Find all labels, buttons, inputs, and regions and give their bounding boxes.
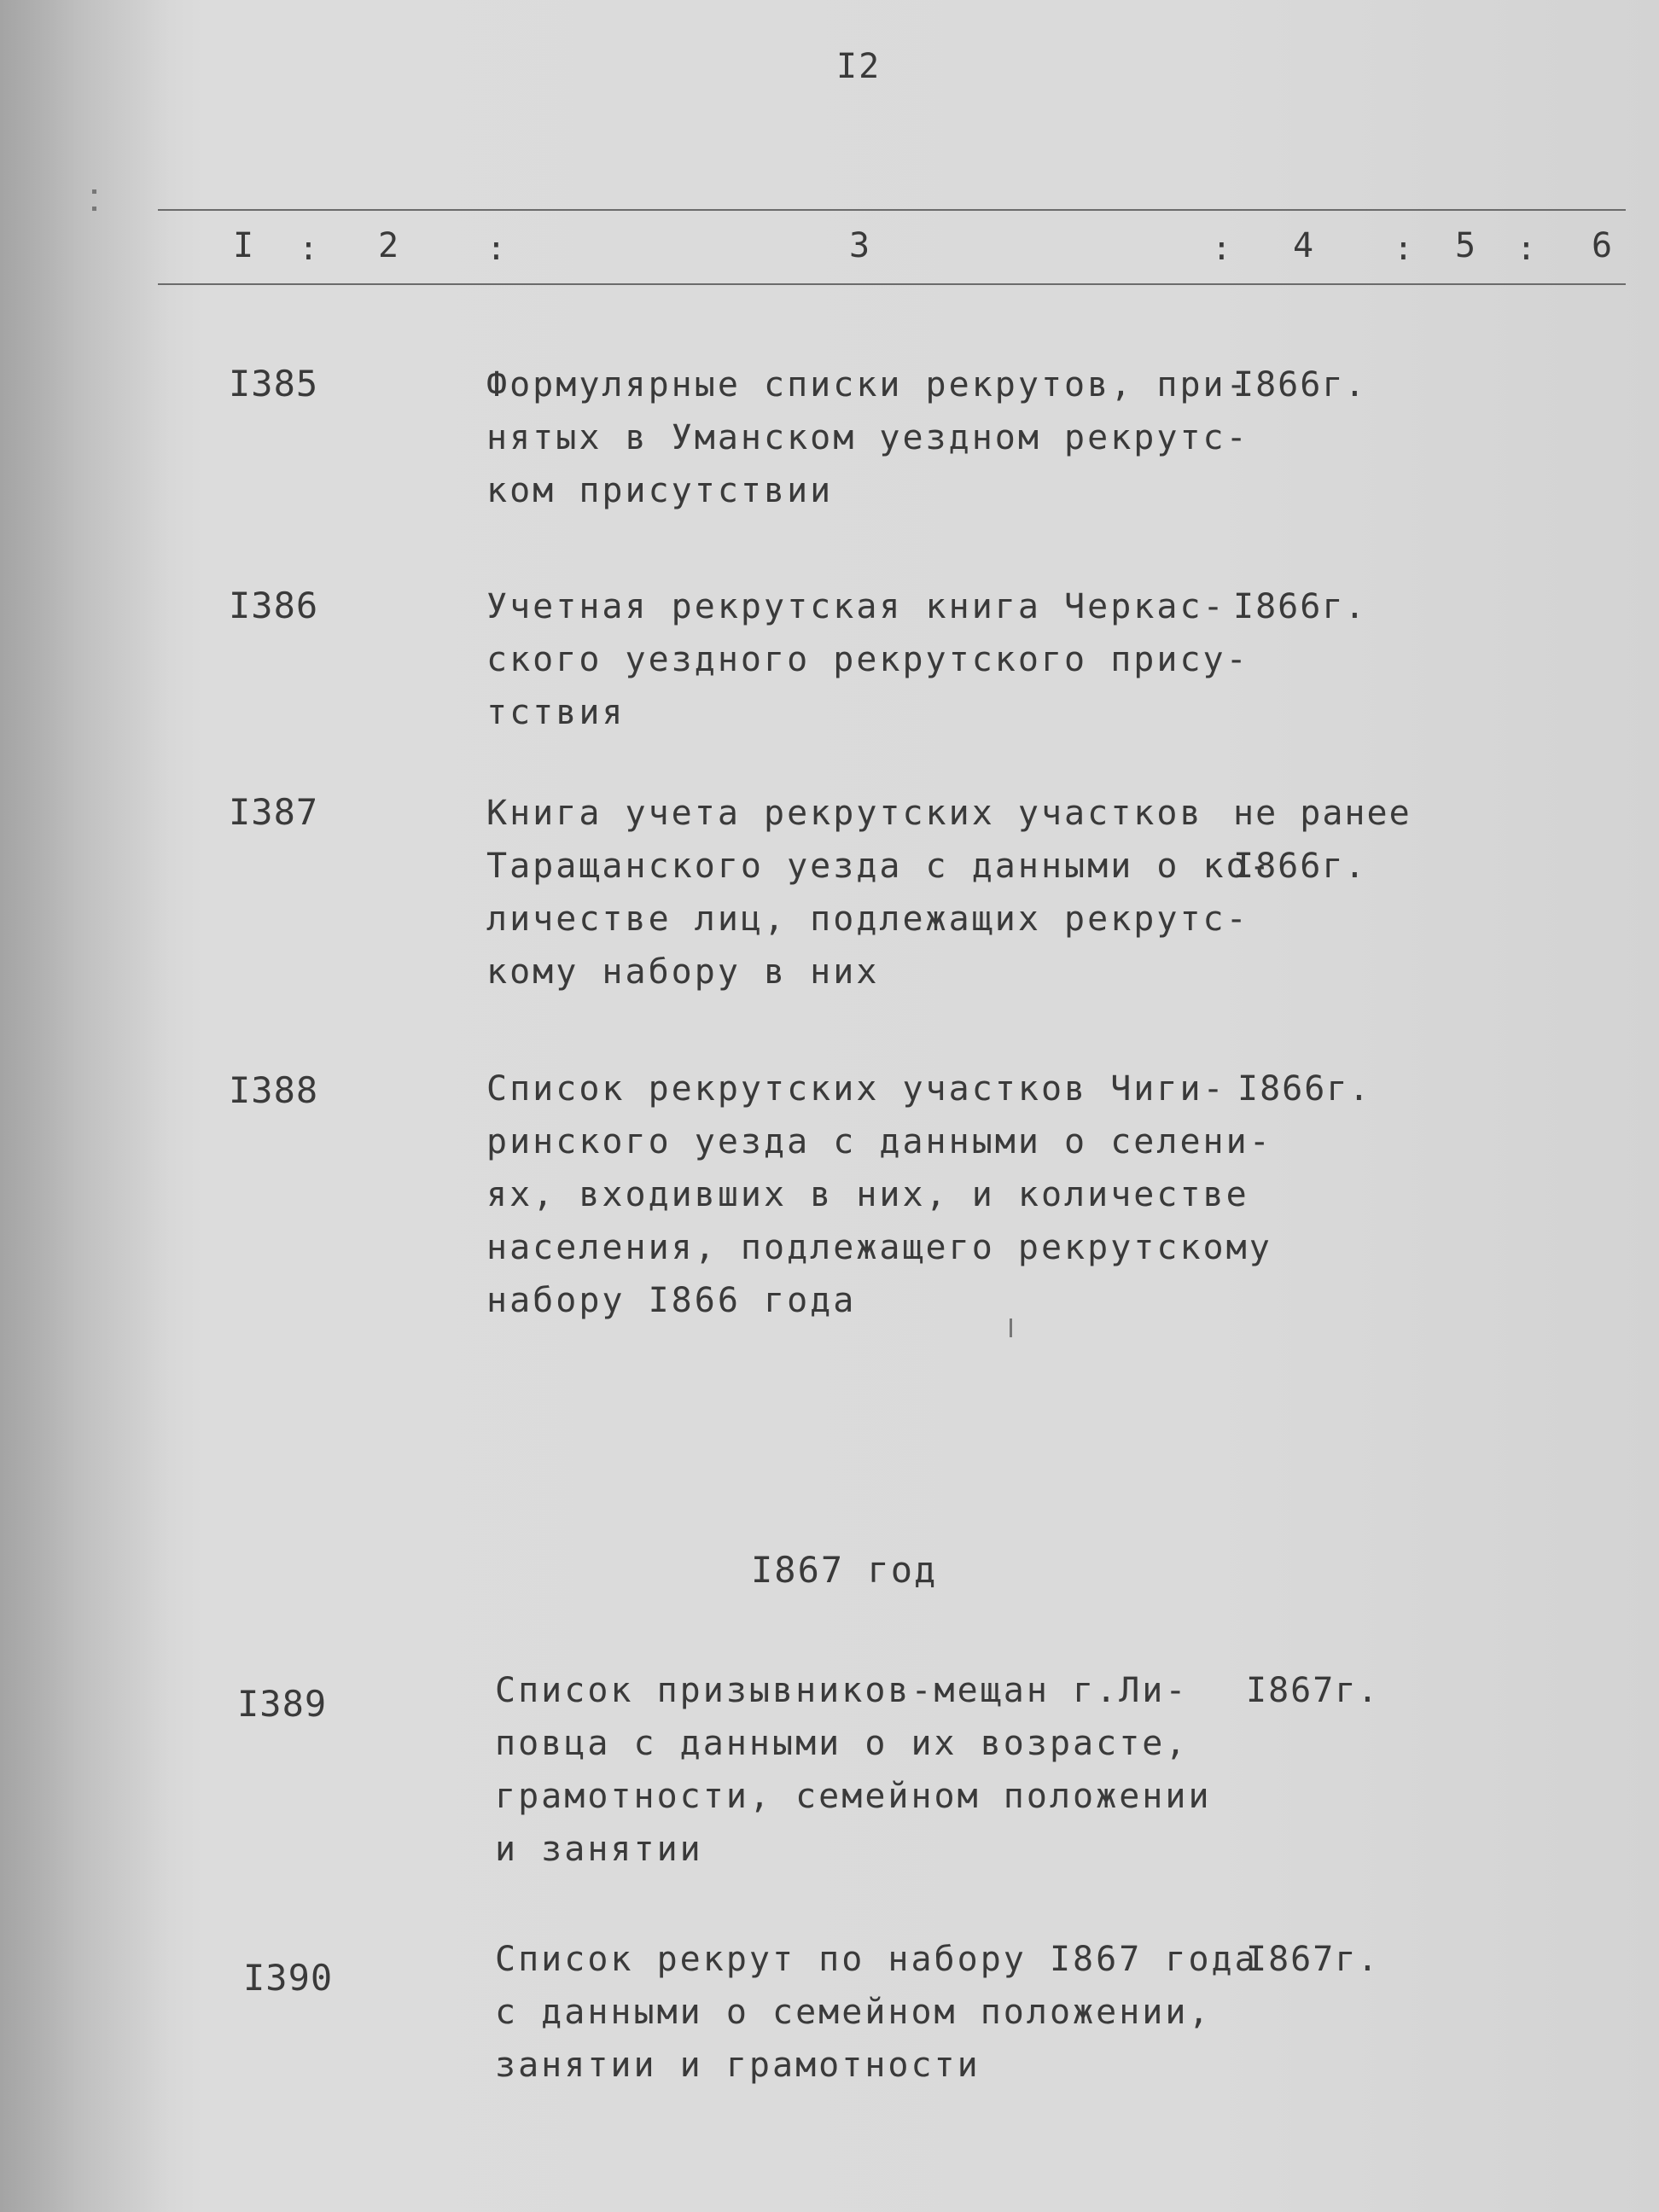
header-separator: :	[299, 230, 318, 267]
header-col-1: I	[233, 226, 254, 265]
margin-mark	[92, 207, 96, 211]
header-col-3: 3	[849, 226, 870, 265]
entry-number: I388	[229, 1069, 319, 1111]
header-col-4: 4	[1293, 226, 1314, 265]
entry-number: I385	[229, 363, 319, 405]
entry-title: Список рекрутских участков Чиги- ринского уезда с данными о селени- ях, входивших в них, и количестве населения, подлежащего рекрутскому набору I866 года	[486, 1069, 1272, 1320]
header-col-5: 5	[1455, 226, 1476, 265]
entry-title: Книга учета рекрутских участков Таращанского уезда с данными о ко- личестве лиц, подлежащих рекрутс- кому набору в них	[486, 794, 1272, 992]
table-header-row	[158, 209, 1626, 285]
binding-shadow	[0, 0, 171, 2212]
header-separator: :	[1394, 230, 1413, 267]
header-col-2: 2	[378, 226, 399, 265]
entry-number: I390	[243, 1957, 334, 1999]
entry-number: I389	[237, 1683, 328, 1725]
header-separator: :	[1516, 230, 1536, 267]
entry-title: Учетная рекрутская книга Черкас- ского уездного рекрутского прису- тствия	[486, 587, 1249, 732]
entry-date: I866г.	[1233, 587, 1367, 626]
entry-date: не ранее I866г.	[1233, 794, 1412, 886]
entry-date: I866г.	[1237, 1069, 1371, 1109]
entry-title: Формулярные списки рекрутов, при- нятых в Уманском уездном рекрутс- ком присутствии	[486, 365, 1249, 510]
entry-number: I386	[229, 585, 319, 626]
page-number: I2	[836, 47, 882, 86]
entry-date: I867г.	[1246, 1940, 1380, 1979]
entry-date: I866г.	[1233, 365, 1367, 405]
entry-title: Список рекрут по набору I867 года с данными о семейном положении, занятии и грамотности	[495, 1940, 1258, 2085]
section-heading: I867 год	[751, 1549, 938, 1591]
header-col-6: 6	[1592, 226, 1613, 265]
margin-mark	[92, 189, 96, 194]
entry-title: Список призывников-мещан г.Ли- повца с данными о их возрасте, грамотности, семейном положении и занятии	[495, 1671, 1212, 1869]
header-separator: :	[486, 230, 506, 267]
header-separator: :	[1212, 230, 1231, 267]
entry-number: I387	[229, 791, 319, 833]
entry-date: I867г.	[1246, 1671, 1380, 1710]
